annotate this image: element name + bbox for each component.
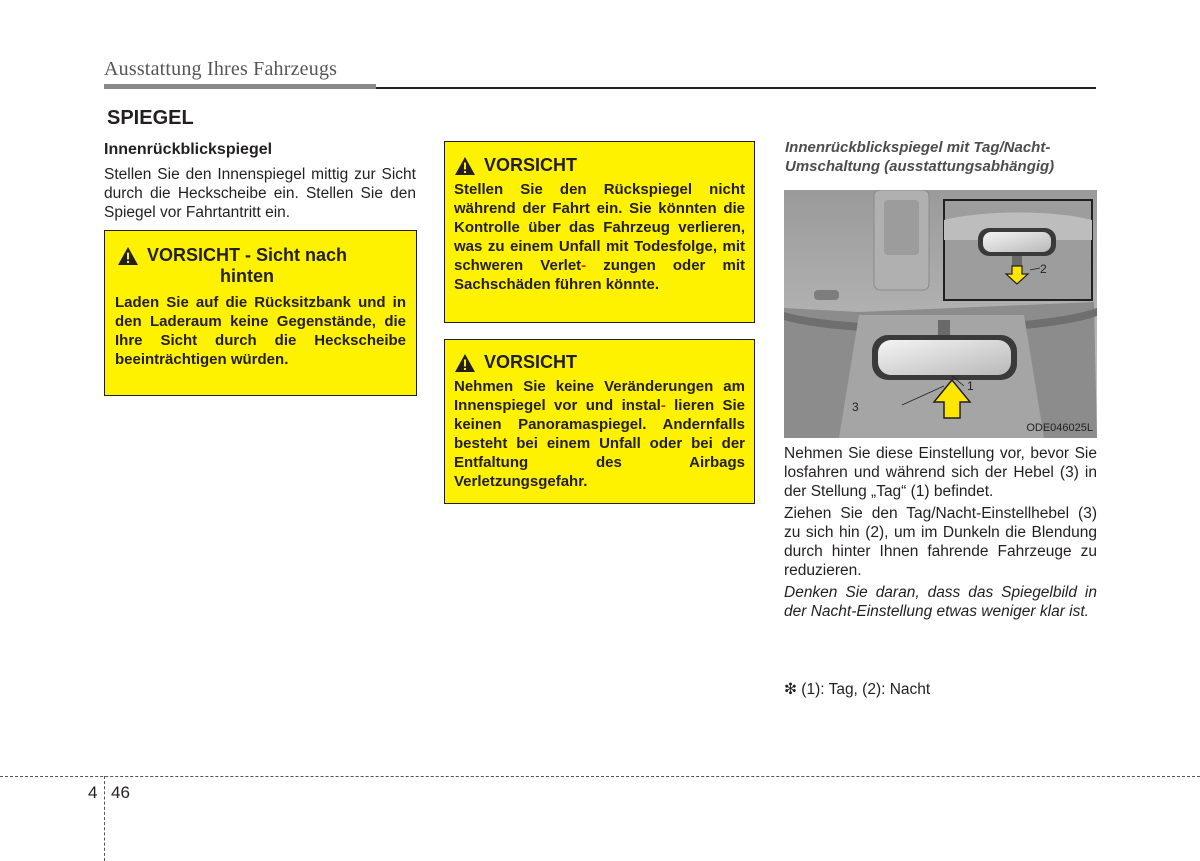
figure-caption: Innenrückblickspiegel mit Tag/Nacht-Umschaltung (ausstattungsabhängig) (785, 139, 1055, 175)
paragraph-3: Denken Sie daran, dass das Spiegelbild in der Nacht-Einstellung etwas weniger klar ist. (784, 584, 1097, 620)
caution-box-rear-view (104, 230, 417, 396)
page-number: 46 (111, 783, 130, 802)
caution-title: VORSICHT (484, 155, 578, 175)
chapter-number: 4 (88, 783, 98, 802)
footer-dashed-divider (104, 776, 105, 861)
figure-code: ODE046025L (1026, 422, 1093, 434)
caution-box-modification (444, 339, 755, 504)
caution-body: Stellen Sie den Rückspiegel nicht während der Fahrt ein. Sie könnten die Kontrolle über das Fahrzeug verlieren, was zu einem Unfall mit Todesfolge, mit schweren Verlet- zungen oder mit Sachschäden führen könnte. (454, 181, 745, 293)
intro-paragraph: Stellen Sie den Innenspiegel mittig zur Sicht durch die Heckscheibe ein. Stellen Sie den Spiegel vor Fahrtantritt ein. (104, 166, 416, 221)
paragraph-2: Ziehen Sie den Tag/Nacht-Einstellhebel (3) zu sich hin (2), um im Dunkeln die Blendung durch hinter Ihnen fahrende Fahrzeuge zu reduzieren. (784, 505, 1097, 579)
subheading: Innenrückblickspiegel (104, 141, 273, 158)
instructions (784, 444, 1097, 624)
running-head: Ausstattung Ihres Fahrzeugs (104, 58, 338, 80)
mirror-figure (784, 190, 1097, 438)
section-title: SPIEGEL (107, 107, 194, 129)
caution-body: Nehmen Sie keine Veränderungen am Innenspiegel vor und instal- lieren Sie keinen Panoramaspiegel. Andernfalls besteht bei einem Unfall oder bei der Entfaltung des Airbags Verletzungsgefahr. (454, 378, 745, 490)
note: ❇ (1): Tag, (2): Nacht (784, 681, 931, 698)
header-rule-black (376, 87, 1096, 89)
caution-title: VORSICHT - Sicht nach (147, 245, 348, 265)
warning-triangle-icon (117, 246, 139, 266)
paragraph-1: Nehmen Sie diese Einstellung vor, bevor Sie losfahren und während sich der Hebel (3) in der Stellung „Tag“ (1) befindet. (784, 445, 1097, 500)
mirror-illustration (784, 190, 1097, 438)
warning-triangle-icon (454, 353, 476, 373)
caution-body: Laden Sie auf die Rücksitzbank und in den Laderaum keine Gegenstände, die Ihre Sicht durch die Heckscheibe beeinträchtigen würden. (115, 294, 406, 368)
header-rule-gray (104, 84, 376, 89)
callout-2: 2 (1040, 262, 1047, 276)
caution-title-line2: hinten (220, 266, 275, 286)
callout-1: 1 (967, 379, 974, 393)
warning-triangle-icon (454, 156, 476, 176)
caution-box-adjust (444, 141, 755, 323)
callout-3: 3 (852, 400, 859, 414)
caution-title: VORSICHT (484, 352, 578, 372)
footer-dashed-line (0, 776, 1200, 777)
